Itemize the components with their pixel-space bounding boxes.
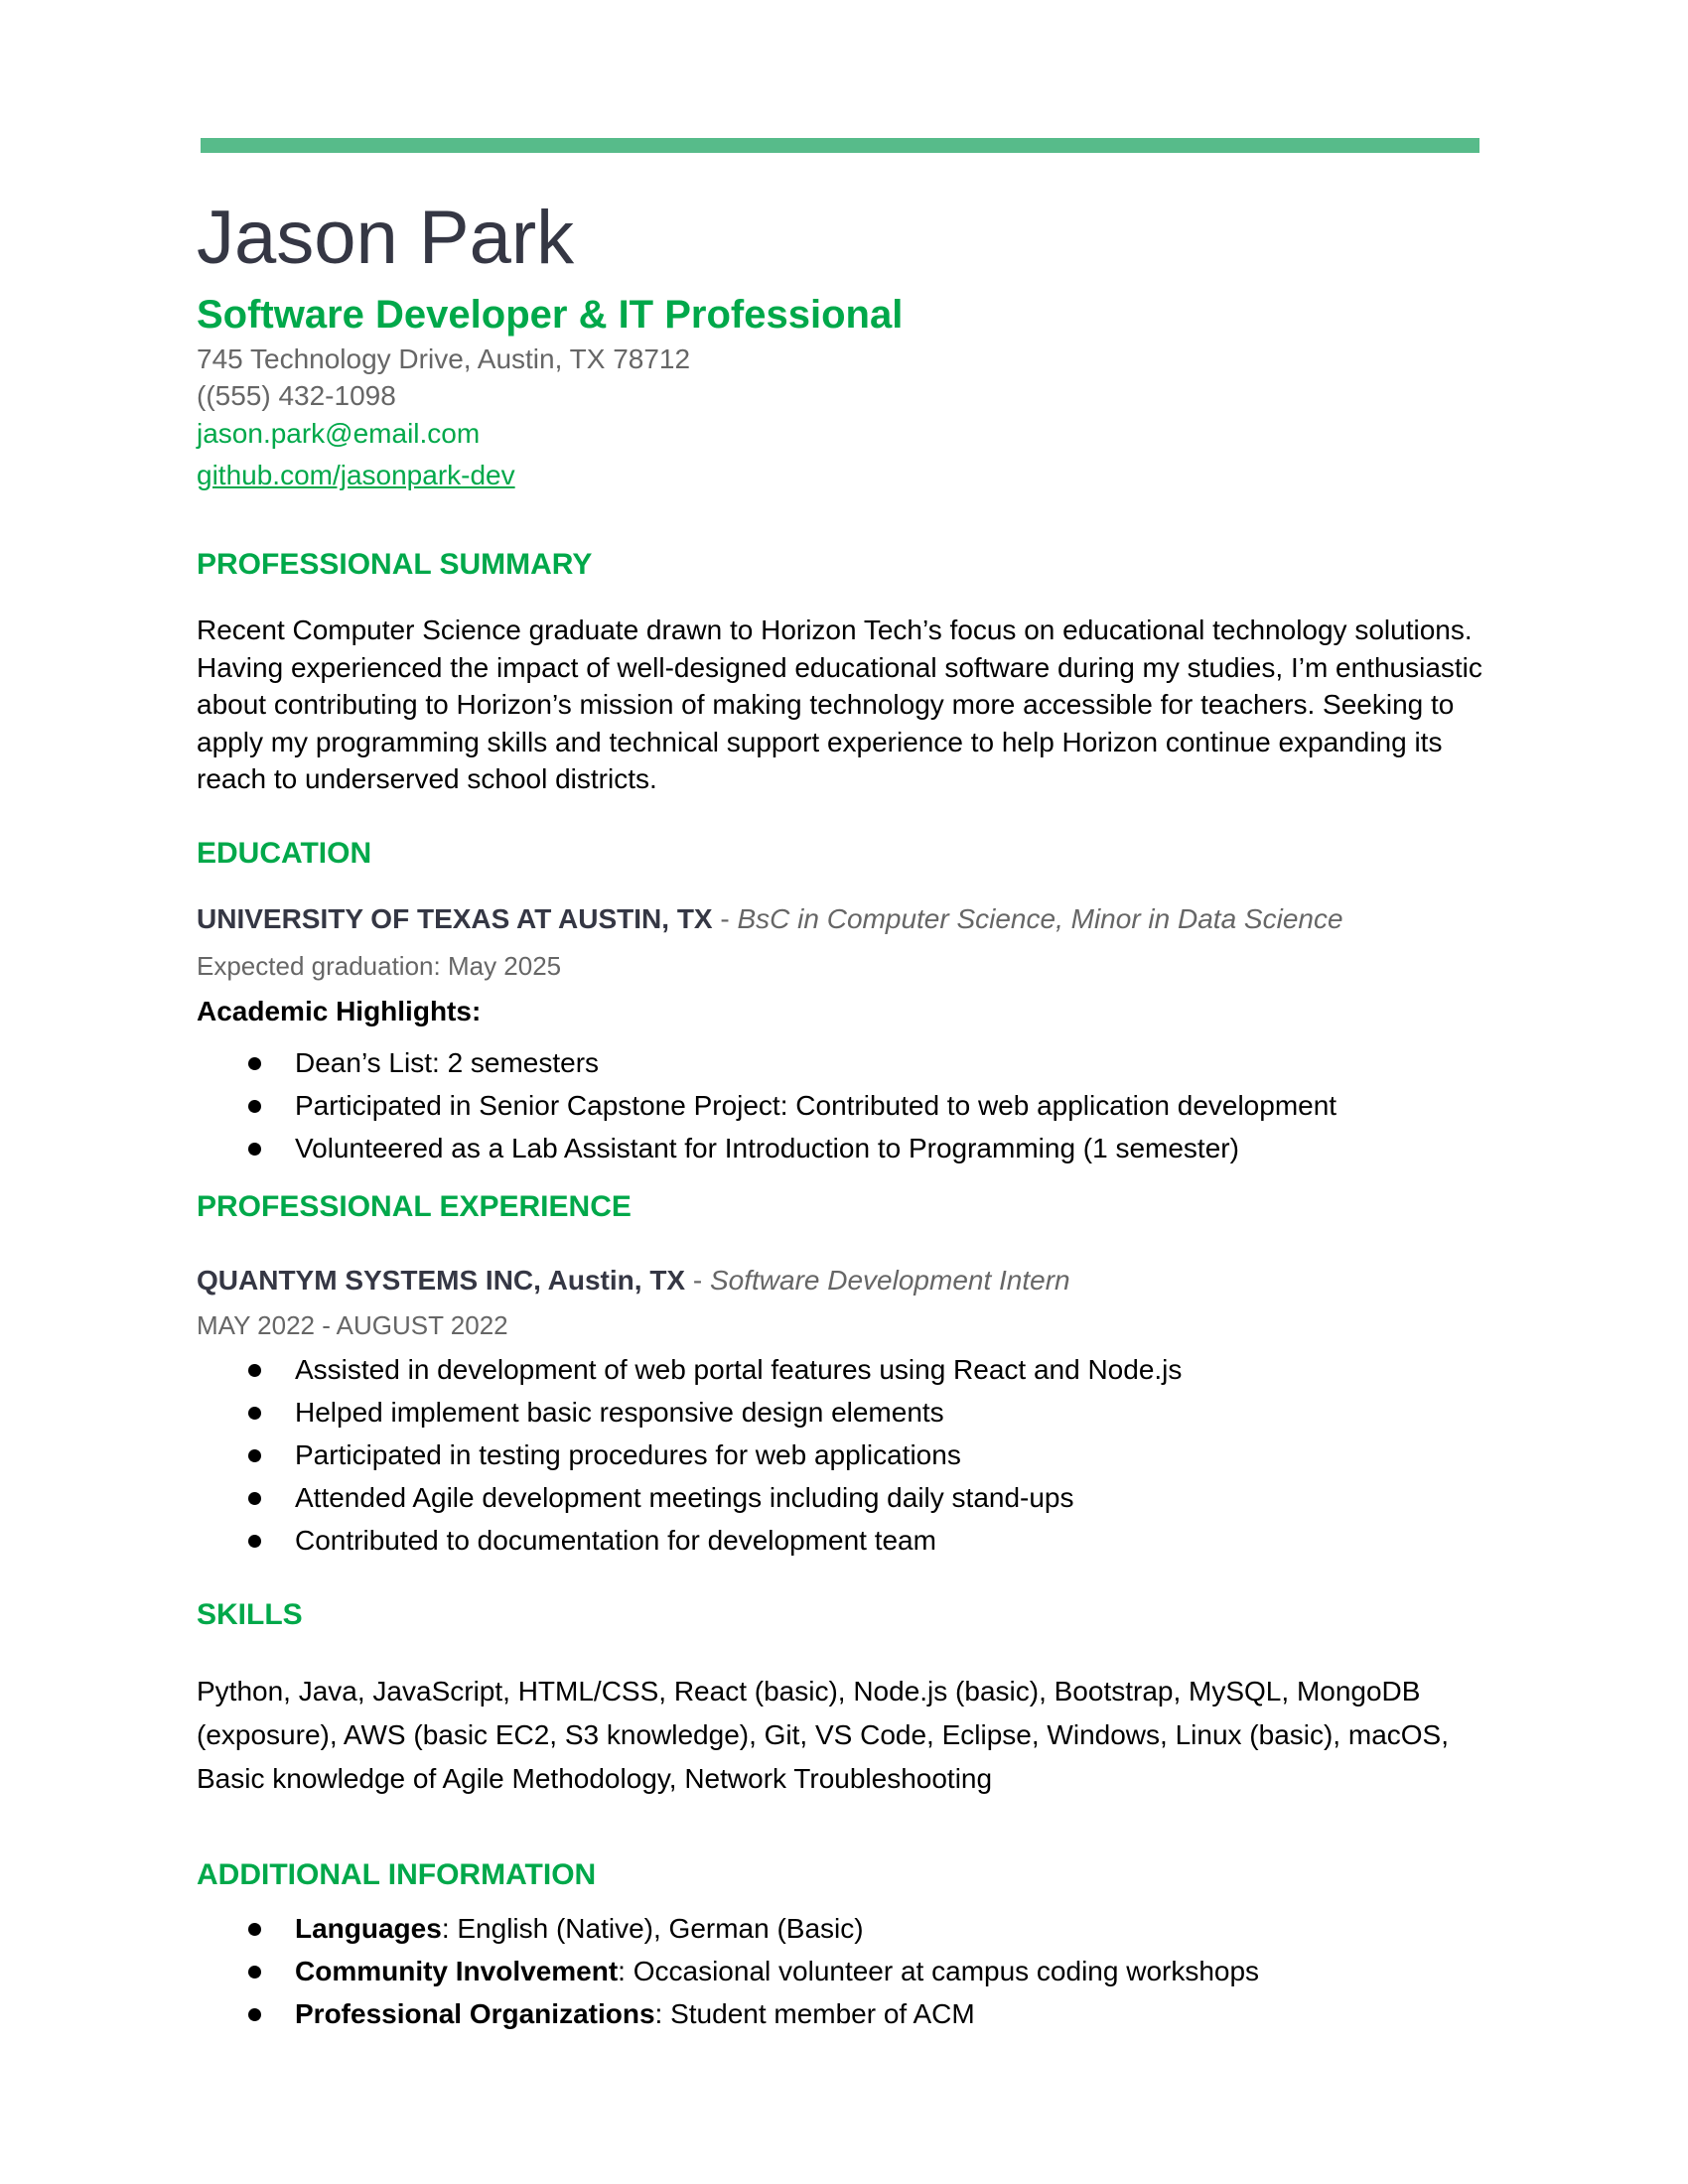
list-item-text: Volunteered as a Lab Assistant for Introduction to Programming (1 semester) xyxy=(295,1133,1239,1163)
bullet-icon xyxy=(248,1407,261,1420)
list-item xyxy=(197,1354,1182,1397)
list-item-text: Participated in testing procedures for web applications xyxy=(295,1439,961,1470)
summary-text: Recent Computer Science graduate drawn to Horizon Tech’s focus on educational technology solutions. Having experienced the impact of well-designed educational software during my studies, I’m enthusiastic about contributing to Horizon’s mission of making technology more accessible for teachers. Seeking to apply my programming skills and technical support experience to help Horizon continue expanding its reach to underserved school districts. xyxy=(197,614,1482,794)
job-dates: MAY 2022 - AUGUST 2022 xyxy=(197,1310,508,1340)
list-item xyxy=(197,1439,1182,1482)
school-name: UNIVERSITY OF TEXAS AT AUSTIN, TX xyxy=(197,903,713,934)
list-item xyxy=(197,1913,1259,1956)
item-text: : Student member of ACM xyxy=(654,1998,975,2029)
list-item xyxy=(197,1047,1336,1090)
list-item xyxy=(197,1090,1336,1133)
graduation-date: Expected graduation: May 2025 xyxy=(197,951,562,981)
bullet-icon xyxy=(248,1449,261,1462)
list-item-text: Dean’s List: 2 semesters xyxy=(295,1047,600,1078)
item-text: : English (Native), German (Basic) xyxy=(441,1913,864,1944)
list-item-text: Helped implement basic responsive design elements xyxy=(295,1397,944,1428)
bullet-icon xyxy=(248,1100,261,1113)
list-item xyxy=(197,1956,1259,1998)
highlights-list xyxy=(197,1047,1336,1175)
header-accent-bar xyxy=(201,138,1479,153)
education-heading: EDUCATION xyxy=(197,837,372,870)
separator: - xyxy=(712,903,738,934)
candidate-name: Jason Park xyxy=(197,196,575,280)
phone: ((555) 432-1098 xyxy=(197,380,396,411)
experience-heading: PROFESSIONAL EXPERIENCE xyxy=(197,1190,632,1223)
additional-heading: ADDITIONAL INFORMATION xyxy=(197,1858,597,1891)
list-item xyxy=(197,1525,1182,1568)
list-item-text: Assisted in development of web portal features using React and Node.js xyxy=(295,1354,1183,1385)
company-name: QUANTYM SYSTEMS INC, Austin, TX xyxy=(197,1265,686,1296)
list-item-text: Attended Agile development meetings including daily stand-ups xyxy=(295,1482,1074,1513)
item-text: : Occasional volunteer at campus coding workshops xyxy=(618,1956,1260,1986)
experience-list xyxy=(197,1354,1182,1568)
bullet-icon xyxy=(248,1492,261,1505)
item-label: Professional Organizations xyxy=(295,1998,655,2029)
bullet-icon xyxy=(248,1143,261,1156)
list-item xyxy=(197,1133,1336,1175)
github-link[interactable]: github.com/jasonpark-dev xyxy=(197,460,515,490)
job-role: Software Development Intern xyxy=(709,1265,1070,1296)
bullet-icon xyxy=(248,1364,261,1377)
list-item-text: Contributed to documentation for development team xyxy=(295,1525,936,1556)
separator: - xyxy=(685,1265,710,1296)
education-entry xyxy=(197,903,1343,935)
candidate-title: Software Developer & IT Professional xyxy=(197,293,904,337)
list-item xyxy=(197,1397,1182,1439)
experience-entry xyxy=(197,1265,1070,1297)
bullet-icon xyxy=(248,1966,261,1979)
item-label: Community Involvement xyxy=(295,1956,619,1986)
bullet-icon xyxy=(248,1057,261,1070)
highlights-label: Academic Highlights: xyxy=(197,996,482,1026)
list-item-text: Participated in Senior Capstone Project: Contributed to web application development xyxy=(295,1090,1337,1121)
address: 745 Technology Drive, Austin, TX 78712 xyxy=(197,343,691,374)
additional-list xyxy=(197,1913,1259,2041)
bullet-icon xyxy=(248,1535,261,1548)
skills-heading: SKILLS xyxy=(197,1598,303,1631)
bullet-icon xyxy=(248,1923,261,1936)
skills-text: Python, Java, JavaScript, HTML/CSS, React (basic), Node.js (basic), Bootstrap, MySQL, MongoDB (exposure), AWS (basic EC2, S3 knowledge), Git, VS Code, Eclipse, Windows, Linux (basic), macOS, Basic knowledge of Agile Methodology, Network Troubleshooting xyxy=(197,1676,1449,1794)
summary-heading: PROFESSIONAL SUMMARY xyxy=(197,548,593,581)
list-item xyxy=(197,1482,1182,1525)
bullet-icon xyxy=(248,2008,261,2021)
degree: BsC in Computer Science, Minor in Data Science xyxy=(737,903,1343,934)
list-item xyxy=(197,1998,1259,2041)
email-link[interactable]: jason.park@email.com xyxy=(197,418,481,449)
item-label: Languages xyxy=(295,1913,442,1944)
